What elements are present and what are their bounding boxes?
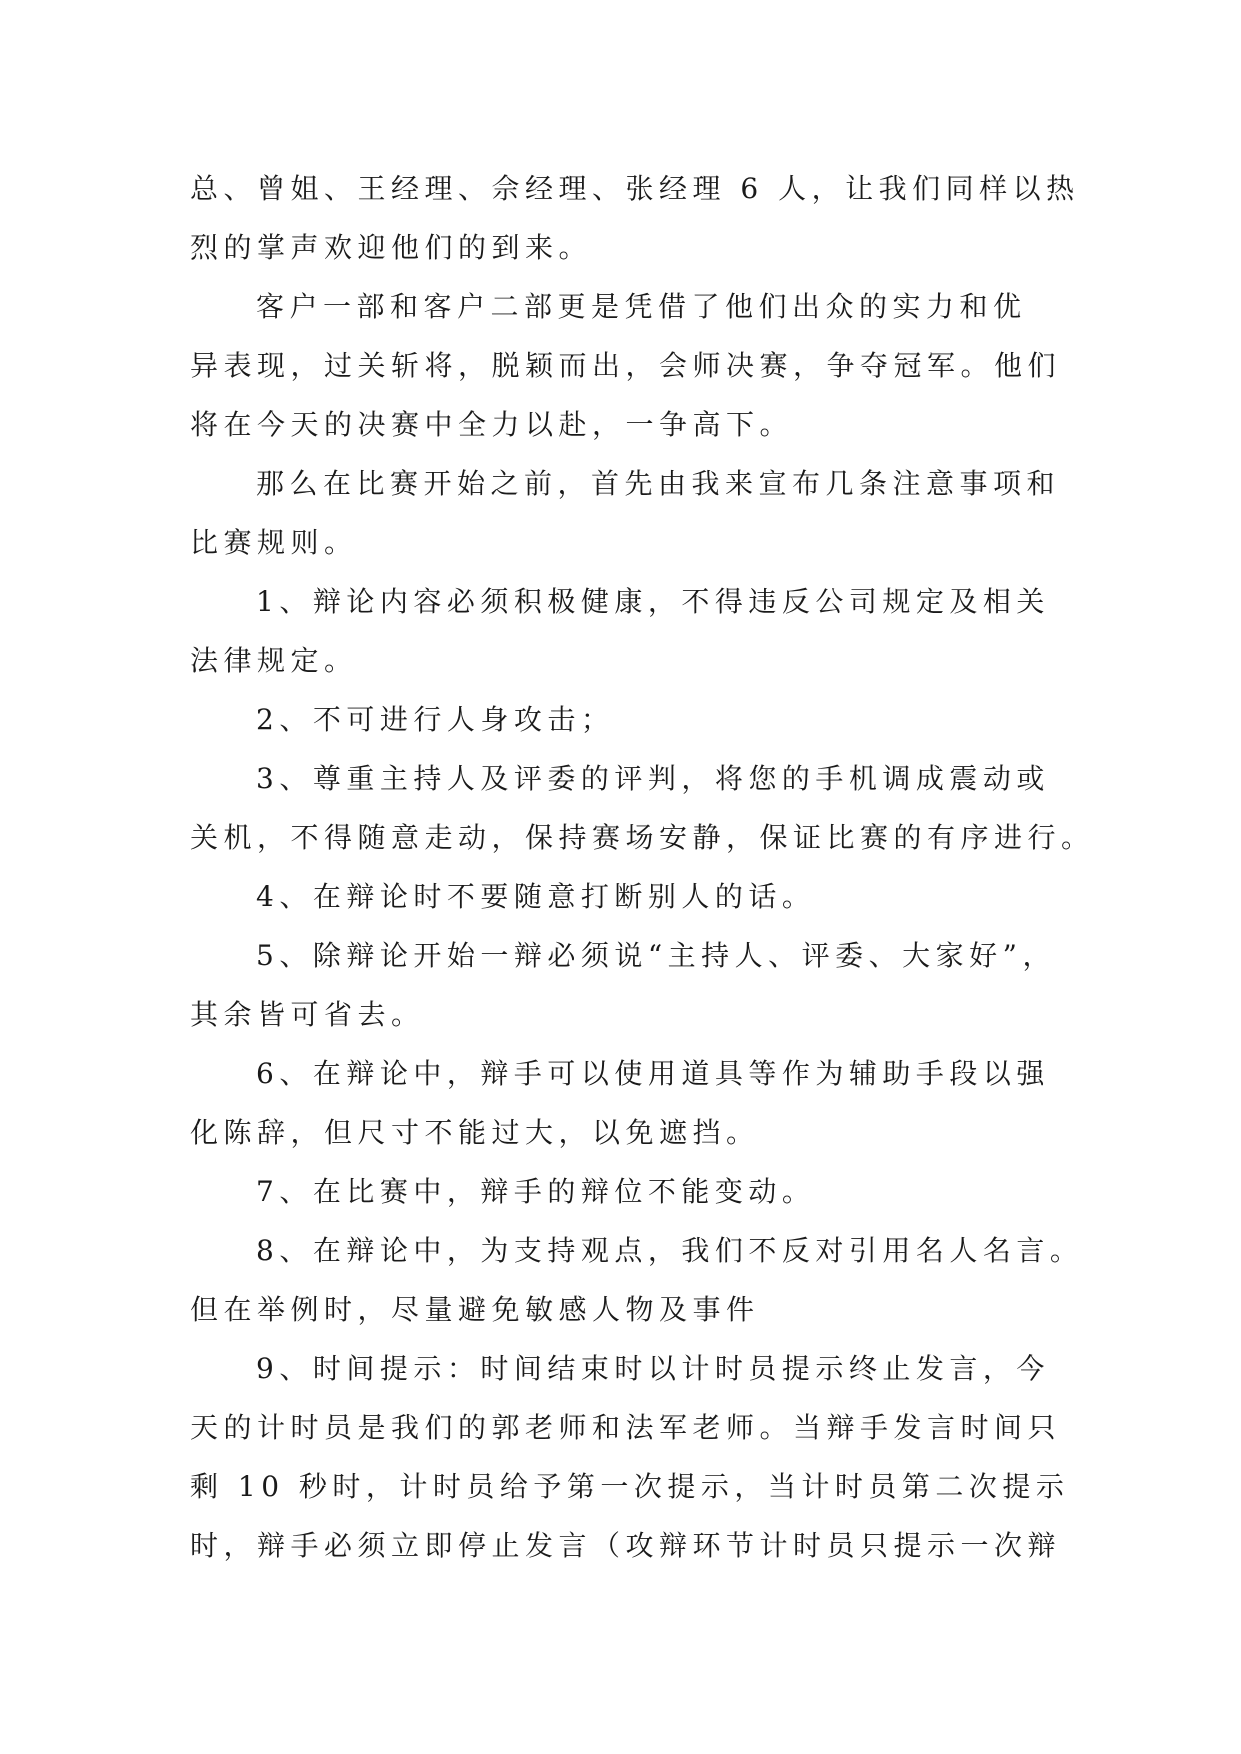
text-line: 将在今天的决赛中全力以赴，一争高下。 xyxy=(190,408,794,441)
text-line: 异表现，过关斩将，脱颖而出，会师决赛，争夺冠军。他们 xyxy=(190,349,1062,382)
text-line: 天的计时员是我们的郭老师和法军老师。当辩手发言时间只 xyxy=(190,1411,1062,1444)
text-line: 比赛规则。 xyxy=(190,526,358,559)
document-body xyxy=(190,159,1095,1575)
text-line: 化陈辞，但尺寸不能过大，以免遮挡。 xyxy=(190,1116,760,1149)
text-line: 客户一部和客户二部更是凭借了他们出众的实力和优 xyxy=(256,290,1027,323)
text-line: 但在举例时，尽量避免敏感人物及事件 xyxy=(190,1293,760,1326)
text-line: 时，辩手必须立即停止发言（攻辩环节计时员只提示一次辩 xyxy=(190,1529,1062,1562)
text-line: 6、在辩论中，辩手可以使用道具等作为辅助手段以强 xyxy=(256,1057,1050,1090)
text-line: 3、尊重主持人及评委的评判，将您的手机调成震动或 xyxy=(256,762,1050,795)
text-line: 关机，不得随意走动，保持赛场安静，保证比赛的有序进行。 xyxy=(190,821,1095,854)
text-line: 总、曾姐、王经理、佘经理、张经理 6 人，让我们同样以热 xyxy=(190,172,1080,205)
text-line: 法律规定。 xyxy=(190,644,358,677)
text-line: 其余皆可省去。 xyxy=(190,998,425,1031)
text-line: 那么在比赛开始之前，首先由我来宣布几条注意事项和 xyxy=(256,467,1061,500)
text-line: 1、辩论内容必须积极健康，不得违反公司规定及相关 xyxy=(256,585,1050,618)
text-line: 烈的掌声欢迎他们的到来。 xyxy=(190,231,593,264)
text-line: 7、在比赛中，辩手的辩位不能变动。 xyxy=(256,1175,816,1208)
text-line: 2、不可进行人身攻击； xyxy=(256,703,615,736)
text-line: 8、在辩论中，为支持观点，我们不反对引用名人名言。 xyxy=(256,1234,1084,1267)
text-line: 5、除辩论开始一辩必须说“主持人、评委、大家好”， xyxy=(256,939,1056,972)
text-line: 9、时间提示：时间结束时以计时员提示终止发言，今 xyxy=(256,1352,1050,1385)
text-line: 4、在辩论时不要随意打断别人的话。 xyxy=(256,880,816,913)
text-line: 剩 10 秒时，计时员给予第一次提示，当计时员第二次提示 xyxy=(190,1470,1070,1503)
